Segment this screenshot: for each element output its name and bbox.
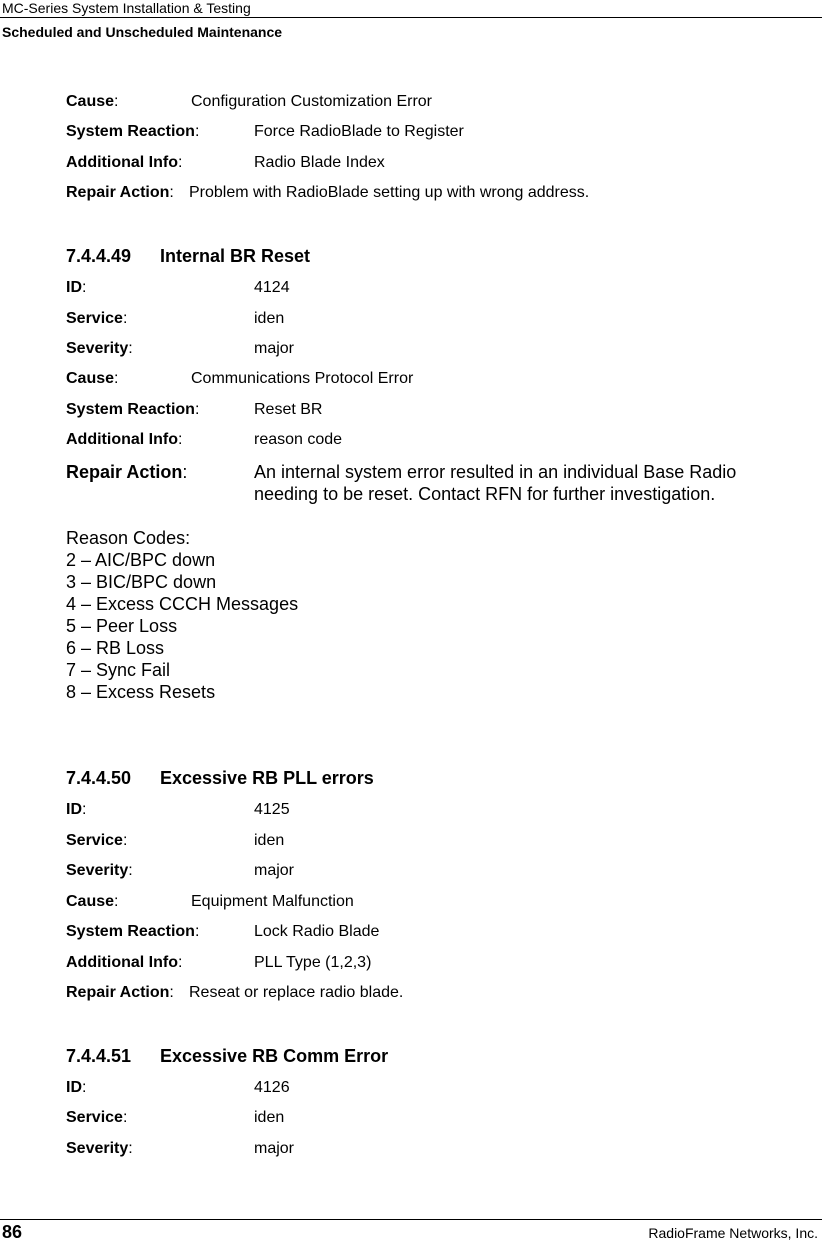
service-label: Service: bbox=[66, 1109, 128, 1126]
severity-label: Severity: bbox=[66, 862, 133, 879]
repair-action-label: Repair Action: bbox=[66, 462, 188, 482]
severity-label: Severity: bbox=[66, 1140, 133, 1157]
id-label: ID: bbox=[66, 801, 87, 818]
additional-info-label: Additional Info: bbox=[66, 431, 183, 448]
severity-value: major bbox=[254, 340, 295, 357]
repair-action-line-2: needing to be reset. Contact RFN for further investigation. bbox=[254, 484, 716, 504]
system-reaction-value: Lock Radio Blade bbox=[254, 923, 380, 940]
chapter-title: Scheduled and Unscheduled Maintenance bbox=[2, 24, 283, 40]
section-title: Excessive RB PLL errors bbox=[160, 768, 374, 788]
additional-info-label: Additional Info: bbox=[66, 954, 183, 971]
repair-action-value: Problem with RadioBlade setting up with wrong address. bbox=[189, 184, 590, 201]
service-label: Service: bbox=[66, 310, 128, 327]
cause-value: Equipment Malfunction bbox=[191, 893, 354, 910]
reason-codes-heading: Reason Codes: bbox=[66, 528, 191, 548]
id-value: 4126 bbox=[254, 1079, 290, 1096]
id-label: ID: bbox=[66, 279, 87, 296]
system-reaction-value: Force RadioBlade to Register bbox=[254, 123, 464, 140]
service-value: iden bbox=[254, 310, 285, 327]
reason-code-item: 7 – Sync Fail bbox=[66, 660, 171, 680]
severity-value: major bbox=[254, 1140, 295, 1157]
header-divider bbox=[0, 17, 822, 18]
id-value: 4125 bbox=[254, 801, 290, 818]
cause-value: Communications Protocol Error bbox=[191, 370, 414, 387]
reason-code-item: 3 – BIC/BPC down bbox=[66, 572, 217, 592]
cause-label: Cause: bbox=[66, 93, 119, 110]
company-name: RadioFrame Networks, Inc. bbox=[648, 1225, 818, 1241]
service-label: Service: bbox=[66, 832, 128, 849]
section-title: Internal BR Reset bbox=[160, 246, 311, 266]
severity-label: Severity: bbox=[66, 340, 133, 357]
footer-divider bbox=[0, 1219, 822, 1220]
repair-action-value: Reseat or replace radio blade. bbox=[189, 984, 404, 1001]
id-value: 4124 bbox=[254, 279, 290, 296]
reason-code-item: 4 – Excess CCCH Messages bbox=[66, 594, 299, 614]
section-number: 7.4.4.51 bbox=[66, 1046, 132, 1066]
reason-code-item: 5 – Peer Loss bbox=[66, 616, 178, 636]
service-value: iden bbox=[254, 832, 285, 849]
severity-value: major bbox=[254, 862, 295, 879]
cause-value: Configuration Customization Error bbox=[191, 93, 432, 110]
system-reaction-label: System Reaction: bbox=[66, 401, 200, 418]
system-reaction-label: System Reaction: bbox=[66, 923, 200, 940]
additional-info-value: Radio Blade Index bbox=[254, 154, 385, 171]
page-number: 86 bbox=[2, 1222, 23, 1242]
additional-info-value: reason code bbox=[254, 431, 343, 448]
section-number: 7.4.4.50 bbox=[66, 768, 132, 788]
additional-info-value: PLL Type (1,2,3) bbox=[254, 954, 372, 971]
id-label: ID: bbox=[66, 1079, 87, 1096]
document-title: MC-Series System Installation & Testing bbox=[2, 0, 251, 16]
cause-label: Cause: bbox=[66, 370, 119, 387]
section-number: 7.4.4.49 bbox=[66, 246, 132, 266]
cause-label: Cause: bbox=[66, 893, 119, 910]
repair-action-line-1: An internal system error resulted in an individual Base Radio bbox=[254, 462, 737, 482]
reason-code-item: 8 – Excess Resets bbox=[66, 682, 216, 702]
system-reaction-label: System Reaction: bbox=[66, 123, 200, 140]
service-value: iden bbox=[254, 1109, 285, 1126]
system-reaction-value: Reset BR bbox=[254, 401, 323, 418]
repair-action-label: Repair Action: bbox=[66, 984, 174, 1001]
section-title: Excessive RB Comm Error bbox=[160, 1046, 389, 1066]
reason-code-item: 6 – RB Loss bbox=[66, 638, 165, 658]
additional-info-label: Additional Info: bbox=[66, 154, 183, 171]
repair-action-label: Repair Action: bbox=[66, 184, 174, 201]
reason-code-item: 2 – AIC/BPC down bbox=[66, 550, 216, 570]
